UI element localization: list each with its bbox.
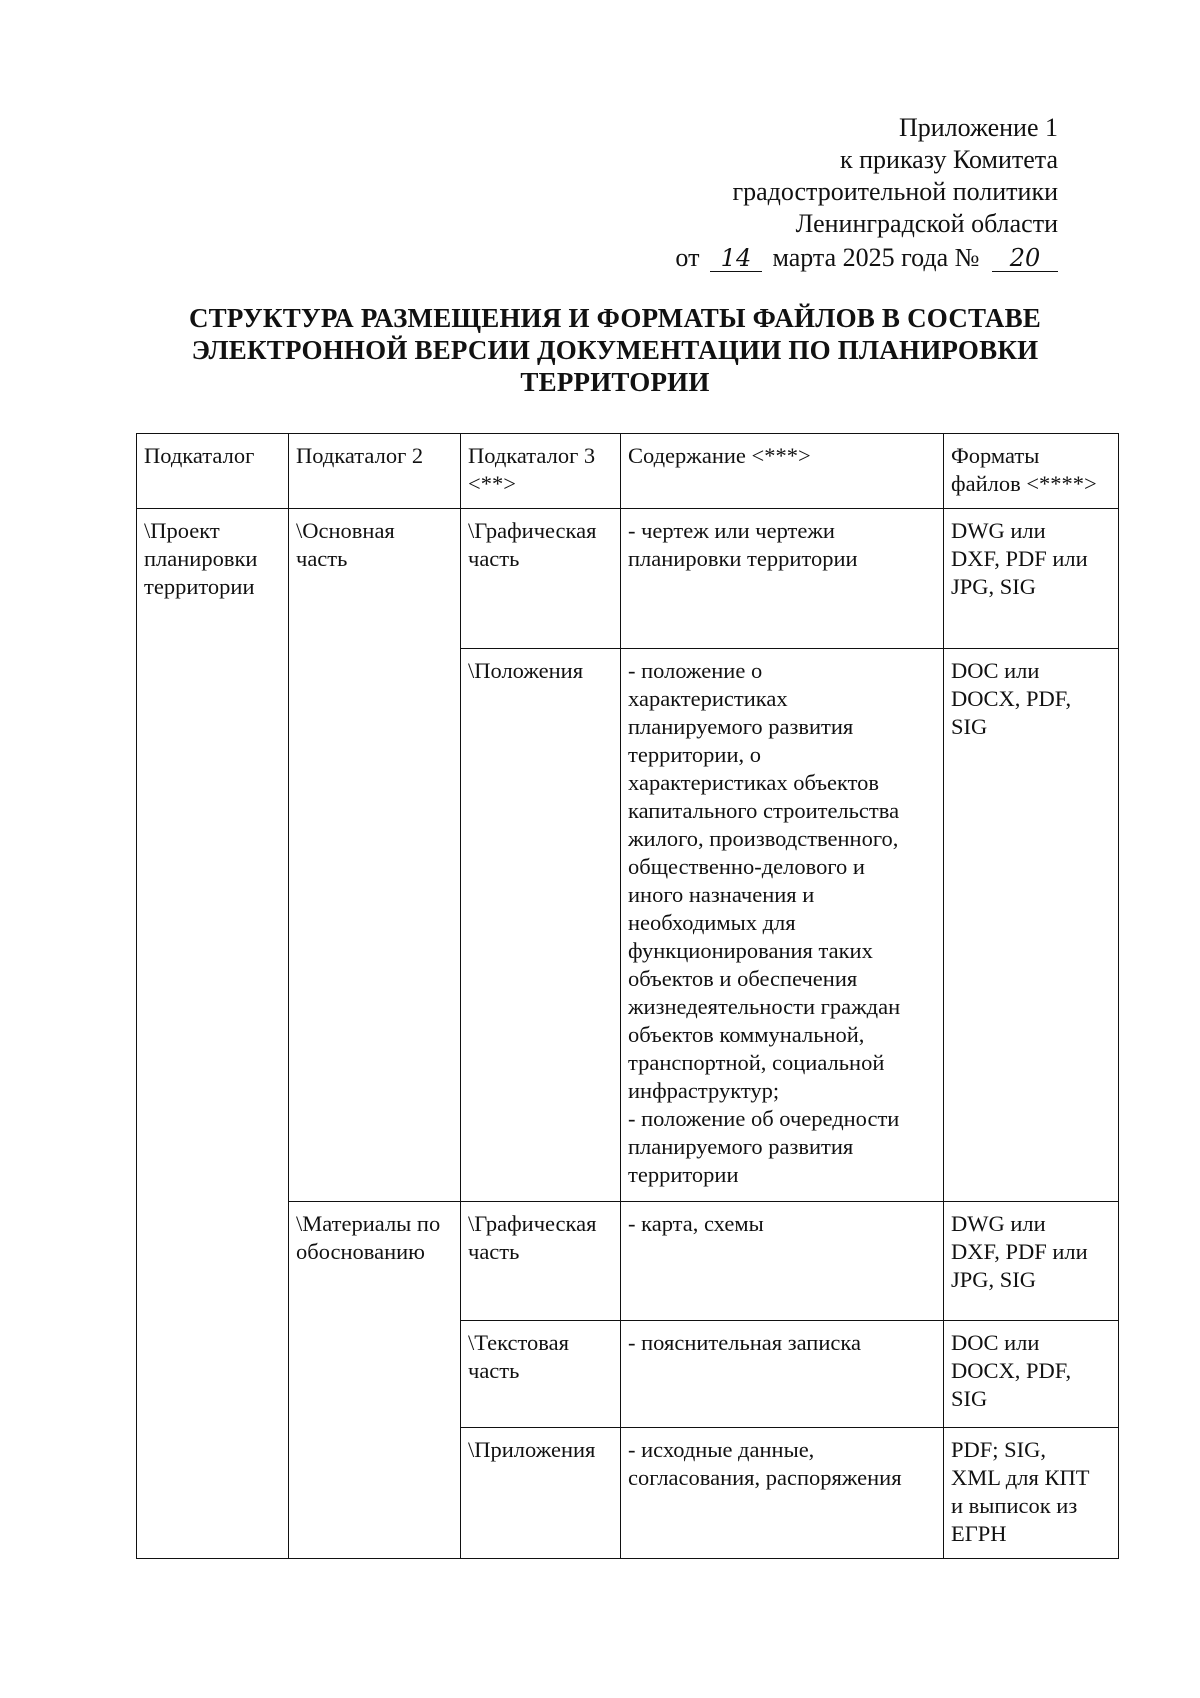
order-reference: к приказу Комитета: [839, 145, 1058, 174]
subcatalog3-cell: \Приложения: [461, 1428, 621, 1559]
column-header: Подкаталог 2: [289, 434, 461, 509]
content-cell: - карта, схемы: [621, 1202, 944, 1321]
column-header: Содержание <***>: [621, 434, 944, 509]
content-cell: - положение о характеристиках планируемого развития территории, о характеристиках объектов капитального строительства жилого, производственного, общественно-делового и иного назначения и необходимых для функционирования таких объектов и обеспечения жизнедеятельности граждан объектов коммунальной, транспортной, социальной инфраструктур; - положение об очередности планируемого развития территории: [621, 649, 944, 1202]
document-title: [150, 302, 1080, 398]
formats-cell: DWG или DXF, PDF или JPG, SIG: [944, 509, 1119, 649]
appendix-header: [675, 112, 1058, 274]
subcatalog3-cell: \Текстовая часть: [461, 1321, 621, 1428]
committee-name: градостроительной политики: [732, 177, 1058, 206]
order-date-line: [675, 242, 1058, 274]
column-header: Подкаталог 3 <**>: [461, 434, 621, 509]
subcatalog3-cell: \Графическая часть: [461, 509, 621, 649]
structure-table: [136, 433, 1119, 1559]
subcatalog3-cell: \Положения: [461, 649, 621, 1202]
table-row: [137, 509, 1119, 649]
appendix-label: Приложение 1: [898, 113, 1058, 142]
date-middle: марта 2025 года №: [772, 243, 980, 272]
region-name: Ленинградской области: [795, 209, 1058, 238]
date-prefix: от: [675, 243, 700, 272]
title-line-3: ТЕРРИТОРИИ: [520, 367, 710, 397]
handwritten-day: 14: [710, 245, 762, 272]
content-cell: - чертеж или чертежи планировки территории: [621, 509, 944, 649]
formats-cell: PDF; SIG, XML для КПТ и выписок из ЕГРН: [944, 1428, 1119, 1559]
table-header-row: [137, 434, 1119, 509]
subcatalog-project-cell: \Проект планировки территории: [137, 509, 289, 1559]
title-line-2: ЭЛЕКТРОННОЙ ВЕРСИИ ДОКУМЕНТАЦИИ ПО ПЛАНИРОВКИ: [191, 335, 1039, 365]
title-line-1: СТРУКТУРА РАЗМЕЩЕНИЯ И ФОРМАТЫ ФАЙЛОВ В СОСТАВЕ: [188, 303, 1042, 333]
formats-cell: DWG или DXF, PDF или JPG, SIG: [944, 1202, 1119, 1321]
formats-cell: DOC или DOCX, PDF, SIG: [944, 649, 1119, 1202]
formats-cell: DOC или DOCX, PDF, SIG: [944, 1321, 1119, 1428]
content-cell: - исходные данные, согласования, распоряжения: [621, 1428, 944, 1559]
subcatalog-justification-cell: \Материалы по обоснованию: [289, 1202, 461, 1559]
subcatalog-main-part-cell: \Основная часть: [289, 509, 461, 1202]
handwritten-order-number: 20: [992, 245, 1058, 272]
column-header: Подкаталог: [137, 434, 289, 509]
subcatalog3-cell: \Графическая часть: [461, 1202, 621, 1321]
column-header: Форматы файлов <****>: [944, 434, 1119, 509]
content-cell: - пояснительная записка: [621, 1321, 944, 1428]
